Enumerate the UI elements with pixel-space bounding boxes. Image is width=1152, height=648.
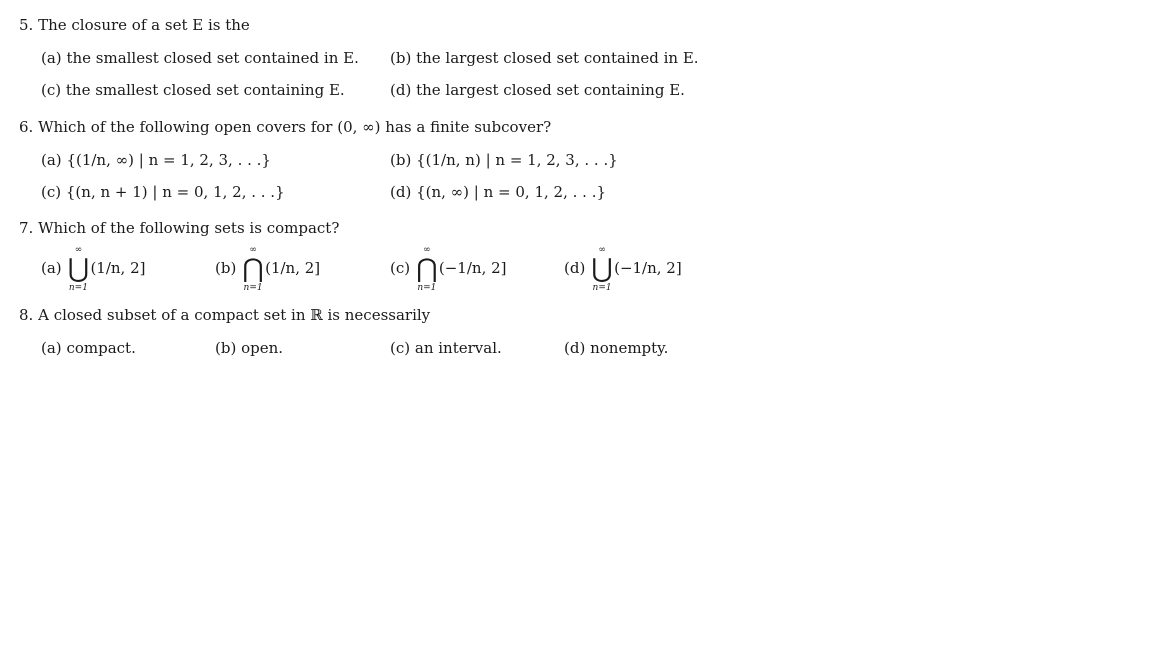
question-text: Which of the following open covers for (0, ∞) has a finite subcover? [38,118,552,136]
option-text: {(1/n, n) | n = 1, 2, 3, . . .} [416,151,618,169]
option-8d [564,338,668,358]
option-label: (d) [564,259,586,277]
option-8a [41,338,136,358]
question-number: 6. [19,118,34,136]
option-label: (c) [41,81,62,99]
option-text: nonempty. [590,339,669,357]
union-operator [67,245,90,293]
question-text: A closed subset of a compact set in ℝ is necessarily [38,306,431,324]
big-union-icon: ⋃ [591,254,613,284]
upper-limit: ∞ [74,245,83,255]
option-label: (d) [564,339,586,357]
question-5 [19,15,250,35]
option-label: (d) [390,81,412,99]
upper-limit: ∞ [423,245,431,255]
question-6 [19,117,551,137]
big-union-icon: ⋃ [67,254,90,284]
option-7a [41,245,146,293]
option-text: the largest closed set contained in E. [416,49,699,67]
option-5c [41,80,345,100]
option-7d [564,245,682,293]
option-label: (a) [41,49,62,67]
upper-limit: ∞ [598,245,606,255]
option-text: (1/n, 2] [90,259,146,277]
option-label: (b) [215,339,237,357]
option-label: (a) [41,259,62,277]
question-number: 7. [19,219,34,237]
option-text: the smallest closed set containing E. [65,81,345,99]
question-text: The closure of a set E is the [38,16,250,34]
option-label: (b) [390,49,412,67]
question-number: 8. [19,306,34,324]
intersection-operator [416,245,438,293]
lower-limit: n=1 [68,283,88,293]
option-label: (d) [390,183,412,201]
option-label: (b) [215,259,237,277]
upper-limit: ∞ [249,245,257,255]
option-label: (a) [41,151,62,169]
question-text: Which of the following sets is compact? [38,219,340,237]
question-number: 5. [19,16,34,34]
option-text: {(n, ∞) | n = 0, 1, 2, . . .} [416,183,607,201]
option-text: the largest closed set containing E. [416,81,685,99]
option-text: an interval. [414,339,502,357]
question-8 [19,305,430,325]
option-text: open. [241,339,284,357]
option-5d [390,80,685,100]
option-text: (1/n, 2] [265,259,321,277]
big-intersection-icon: ⋂ [242,254,264,284]
lower-limit: n=1 [592,283,612,293]
option-label: (c) [41,183,62,201]
option-text: (−1/n, 2] [438,259,507,277]
union-operator [591,245,613,293]
option-8b [215,338,283,358]
option-label: (a) [41,339,62,357]
option-6d [390,182,606,202]
option-5b [390,48,699,68]
option-8c [390,338,502,358]
big-intersection-icon: ⋂ [416,254,438,284]
intersection-operator [242,245,264,293]
lower-limit: n=1 [243,283,263,293]
question-7 [19,218,339,238]
option-7c [390,245,507,293]
option-label: (c) [390,259,411,277]
option-text: {(n, n + 1) | n = 0, 1, 2, . . .} [65,183,285,201]
option-6b [390,150,618,170]
option-text: (−1/n, 2] [614,259,682,277]
option-5a [41,48,359,68]
option-label: (c) [390,339,411,357]
option-text: compact. [66,339,136,357]
option-text: the smallest closed set contained in E. [66,49,359,67]
option-label: (b) [390,151,412,169]
lower-limit: n=1 [417,283,437,293]
option-6c [41,182,285,202]
option-7b [215,245,321,293]
option-text: {(1/n, ∞) | n = 1, 2, 3, . . .} [66,151,271,169]
option-6a [41,150,271,170]
